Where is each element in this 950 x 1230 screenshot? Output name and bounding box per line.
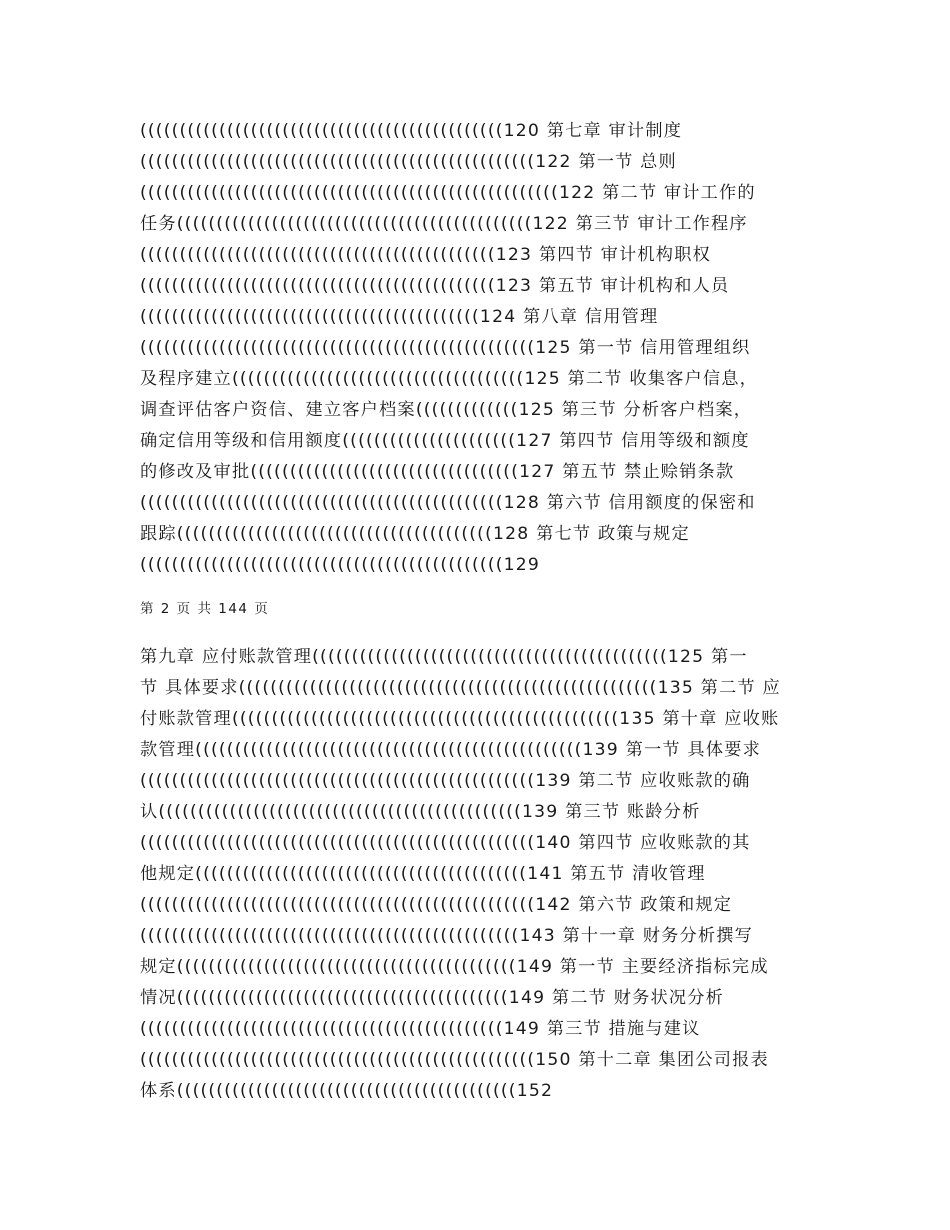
- toc-line: 确定信用等级和信用额度((((((((((((((((((((((127 第四节 信用等级和额度: [140, 431, 750, 451]
- toc-line: ((((((((((((((((((((((((((((((((((((((((((((((128 第六节 信用额度的保密和: [140, 493, 756, 513]
- page-number: 第 2 页 共 144 页: [140, 601, 270, 617]
- toc-line: ((((((((((((((((((((((((((((((((((((((((((((((((143 第十一章 财务分析撰写: [140, 926, 754, 946]
- toc-line: ((((((((((((((((((((((((((((((((((((((((((((((129: [140, 555, 541, 575]
- toc-line: 及程序建立(((((((((((((((((((((((((((((((((((((125 第二节 收集客户信息，: [140, 369, 759, 389]
- toc-line: ((((((((((((((((((((((((((((((((((((((((((((((149 第三节 措施与建议: [140, 1019, 701, 1039]
- toc-line: (((((((((((((((((((((((((((((((((((((((((((((123 第五节 审计机构和人员: [140, 276, 730, 296]
- toc-line: 跟踪((((((((((((((((((((((((((((((((((((((((128 第七节 政策与规定: [140, 524, 690, 544]
- toc-line: (((((((((((((((((((((((((((((((((((((((((((((((((((((122 第二节 审计工作的: [140, 183, 756, 203]
- toc-line: ((((((((((((((((((((((((((((((((((((((((((((((120 第七章 审计制度: [140, 121, 683, 141]
- toc-line: 认((((((((((((((((((((((((((((((((((((((((((((((139 第三节 账龄分析: [140, 802, 701, 822]
- toc-line: 任务(((((((((((((((((((((((((((((((((((((((((((((122 第三节 审计工作程序: [140, 214, 748, 234]
- toc-line: ((((((((((((((((((((((((((((((((((((((((((((((((((150 第十二章 集团公司报表: [140, 1050, 769, 1070]
- toc-line: ((((((((((((((((((((((((((((((((((((((((((((((((((125 第一节 信用管理组织: [140, 338, 751, 358]
- toc-line: 规定(((((((((((((((((((((((((((((((((((((((((((149 第一节 主要经济指标完成: [140, 957, 769, 977]
- toc-line: ((((((((((((((((((((((((((((((((((((((((((((((((((140 第四节 应收账款的其: [140, 833, 751, 853]
- toc-line: ((((((((((((((((((((((((((((((((((((((((((((((((((142 第六节 政策和规定: [140, 895, 733, 915]
- toc-line: ((((((((((((((((((((((((((((((((((((((((((((((((((122 第一节 总则: [140, 152, 677, 172]
- toc-line: 的修改及审批((((((((((((((((((((((((((((((((((127 第五节 禁止赊销条款: [140, 462, 735, 482]
- toc-line: (((((((((((((((((((((((((((((((((((((((((((124 第八章 信用管理: [140, 307, 659, 327]
- toc-line: 款管理(((((((((((((((((((((((((((((((((((((((((((((((((139 第一节 具体要求: [140, 740, 761, 760]
- toc-line: ((((((((((((((((((((((((((((((((((((((((((((((((((139 第二节 应收账款的确: [140, 771, 751, 791]
- table-of-contents-part-1: [140, 116, 820, 581]
- toc-line: 他规定((((((((((((((((((((((((((((((((((((((((((141 第五节 清收管理: [140, 864, 706, 884]
- toc-line: 第九章 应付账款管理(((((((((((((((((((((((((((((((((((((((((((((125 第一: [140, 647, 748, 667]
- table-of-contents-part-2: [140, 642, 820, 1107]
- toc-line: 情况((((((((((((((((((((((((((((((((((((((((((149 第二节 财务状况分析: [140, 988, 725, 1008]
- toc-line: 体系(((((((((((((((((((((((((((((((((((((((((((152: [140, 1081, 554, 1101]
- toc-line: (((((((((((((((((((((((((((((((((((((((((((((123 第四节 审计机构职权: [140, 245, 711, 265]
- toc-line: 节 具体要求(((((((((((((((((((((((((((((((((((((((((((((((((((((135 第二节 应: [140, 678, 781, 698]
- toc-line: 调查评估客户资信、建立客户档案(((((((((((((125 第三节 分析客户档案，: [140, 400, 753, 420]
- toc-line: 付账款管理(((((((((((((((((((((((((((((((((((((((((((((((((135 第十章 应收账: [140, 709, 780, 729]
